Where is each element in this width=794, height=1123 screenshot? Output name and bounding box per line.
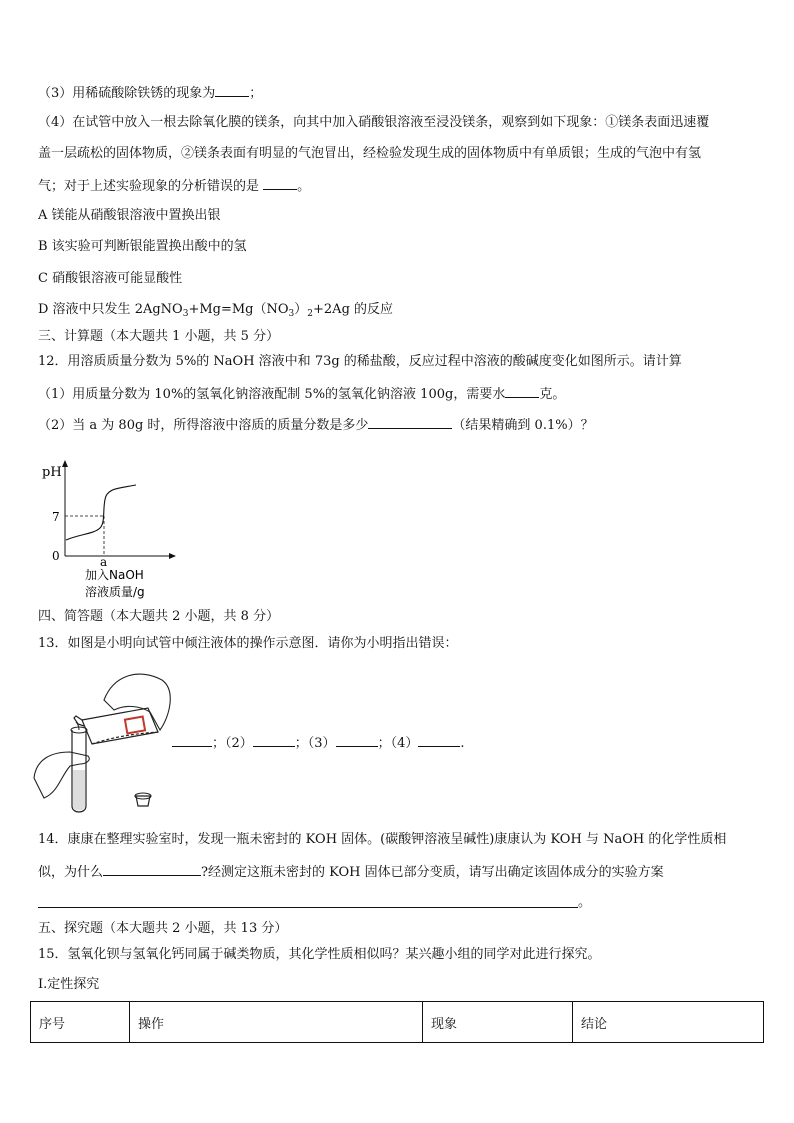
- option-d-text: D 溶液中只发生 2AgNO: [38, 302, 183, 317]
- answer-blank-1[interactable]: [172, 733, 212, 747]
- x-axis-label-1: 加入NaOH: [85, 568, 144, 582]
- answer-blank[interactable]: [505, 384, 539, 398]
- q13-sep: ；（2）: [212, 736, 253, 751]
- q11-part3-line: [38, 83, 262, 103]
- answer-blank-4[interactable]: [418, 733, 460, 747]
- section-heading-3: 三、计算题（本大题共 1 小题，共 5 分）: [38, 329, 280, 344]
- q14-line1: 14．康康在整理实验室时，发现一瓶未密封的 KOH 固体。(碳酸钾溶液呈碱性)康康认为 KOH 与 NaOH 的化学性质相: [38, 832, 727, 847]
- answer-line[interactable]: [38, 907, 578, 908]
- answer-blank-2[interactable]: [253, 733, 295, 747]
- answer-blank[interactable]: [103, 862, 201, 876]
- x-axis-arrow: [169, 553, 176, 559]
- q14-line3-end: 。: [578, 895, 592, 910]
- q12-part2: [38, 415, 594, 435]
- bottle-stopper-icon: [136, 796, 150, 806]
- table-header-cell: 结论: [573, 1002, 764, 1043]
- q11-part3-text: （3）用稀硫酸除铁锈的现象为: [38, 86, 216, 101]
- pouring-liquid-illustration: [30, 660, 190, 820]
- liquid-stream: [76, 722, 79, 730]
- q12-part2-end: （结果精确到 0.1%）？: [452, 418, 594, 433]
- subscript: 3: [288, 309, 295, 319]
- q11-part4-line2: 盖一层疏松的固体物质，②镁条表面有明显的气泡冒出，经检验发现生成的固体物质中有单质银；生成的气泡中有氢: [38, 146, 702, 161]
- q11-part4-line1: （4）在试管中放入一根去除氧化膜的镁条，向其中加入硝酸银溶液至浸没镁条，观察到如下现象：①镁条表面迅速覆: [38, 115, 710, 130]
- q11-part4-line3: [38, 176, 310, 196]
- q11-part3-end: ；: [249, 86, 263, 101]
- subscript: 2: [307, 309, 314, 319]
- option-d-text: ）: [294, 302, 308, 317]
- table-header-row: [31, 1002, 764, 1043]
- experiment-table: [30, 1001, 764, 1043]
- q12-stem: 12．用溶质质量分数为 5%的 NaOH 溶液中和 73g 的稀盐酸，反应过程中溶液的酸碱度变化如图所示。请计算: [38, 354, 682, 369]
- table-header-cell: 现象: [423, 1002, 573, 1043]
- section-heading-5: 五、探究题（本大题共 2 小题，共 13 分）: [38, 921, 288, 936]
- answer-blank[interactable]: [215, 83, 249, 97]
- label-highlight: [125, 717, 145, 734]
- section-heading-4: 四、简答题（本大题共 2 小题，共 8 分）: [38, 609, 280, 624]
- q11-part4-end: 。: [297, 179, 311, 194]
- q11-part4-line3-text: 气；对于上述实验现象的分析错误的是: [38, 179, 260, 194]
- q13-answer-blanks: [172, 733, 464, 753]
- q13-sep: ；（4）: [377, 736, 419, 751]
- q13-end: .: [460, 736, 465, 751]
- option-b: B 该实验可判断银能置换出酸中的氢: [38, 239, 247, 254]
- q13-stem: 13．如图是小明向试管中倾注液体的操作示意图．请你为小明指出错误：: [38, 636, 458, 651]
- x-axis-label-2: 溶液质量/g: [85, 585, 145, 599]
- y-axis-label: pH: [42, 465, 62, 480]
- q12-part2-text: （2）当 a 为 80g 时，所得溶液中溶质的质量分数是多少: [38, 418, 369, 433]
- answer-blank-3[interactable]: [336, 733, 378, 747]
- x-tick-a: a: [100, 555, 108, 569]
- q13-sep: ；（3）: [294, 736, 336, 751]
- q14-line2: [38, 862, 664, 882]
- option-a: A 镁能从硝酸银溶液中置换出银: [38, 208, 221, 223]
- answer-blank[interactable]: [263, 176, 297, 190]
- y-tick-7: 7: [52, 510, 60, 524]
- q15-stem: 15．氢氧化钡与氢氧化钙同属于碱类物质，其化学性质相似吗？某兴趣小组的同学对此进行探究。: [38, 947, 601, 962]
- q12-part1: [38, 384, 565, 404]
- origin-label: 0: [52, 549, 60, 563]
- q14-line2-post: ?经测定这瓶未密封的 KOH 固体已部分变质，请写出确定该固体成分的实验方案: [201, 865, 664, 880]
- table-header-cell: 序号: [31, 1002, 130, 1043]
- hand-pouring-icon: [104, 674, 170, 730]
- subscript: 3: [182, 309, 189, 319]
- q14-line2-pre: 似，为什么: [38, 865, 104, 880]
- q15-subheading: Ⅰ.定性探究: [38, 977, 100, 992]
- y-axis-arrow: [62, 460, 68, 467]
- ph-curve-graph: [30, 458, 180, 608]
- table-header-cell: 操作: [130, 1002, 423, 1043]
- option-c: C 硝酸银溶液可能显酸性: [38, 271, 183, 286]
- q12-part1-text: （1）用质量分数为 10%的氢氧化钠溶液配制 5%的氢氧化钠溶液 100g，需要水: [38, 387, 506, 402]
- option-d: [38, 301, 393, 323]
- answer-blank[interactable]: [368, 415, 452, 429]
- ph-curve: [66, 485, 136, 540]
- test-tube-icon: [71, 727, 87, 812]
- q12-part1-end: 克。: [539, 387, 566, 402]
- option-d-text: +Mg=Mg（NO: [188, 302, 289, 317]
- option-d-text: +2Ag 的反应: [313, 302, 394, 317]
